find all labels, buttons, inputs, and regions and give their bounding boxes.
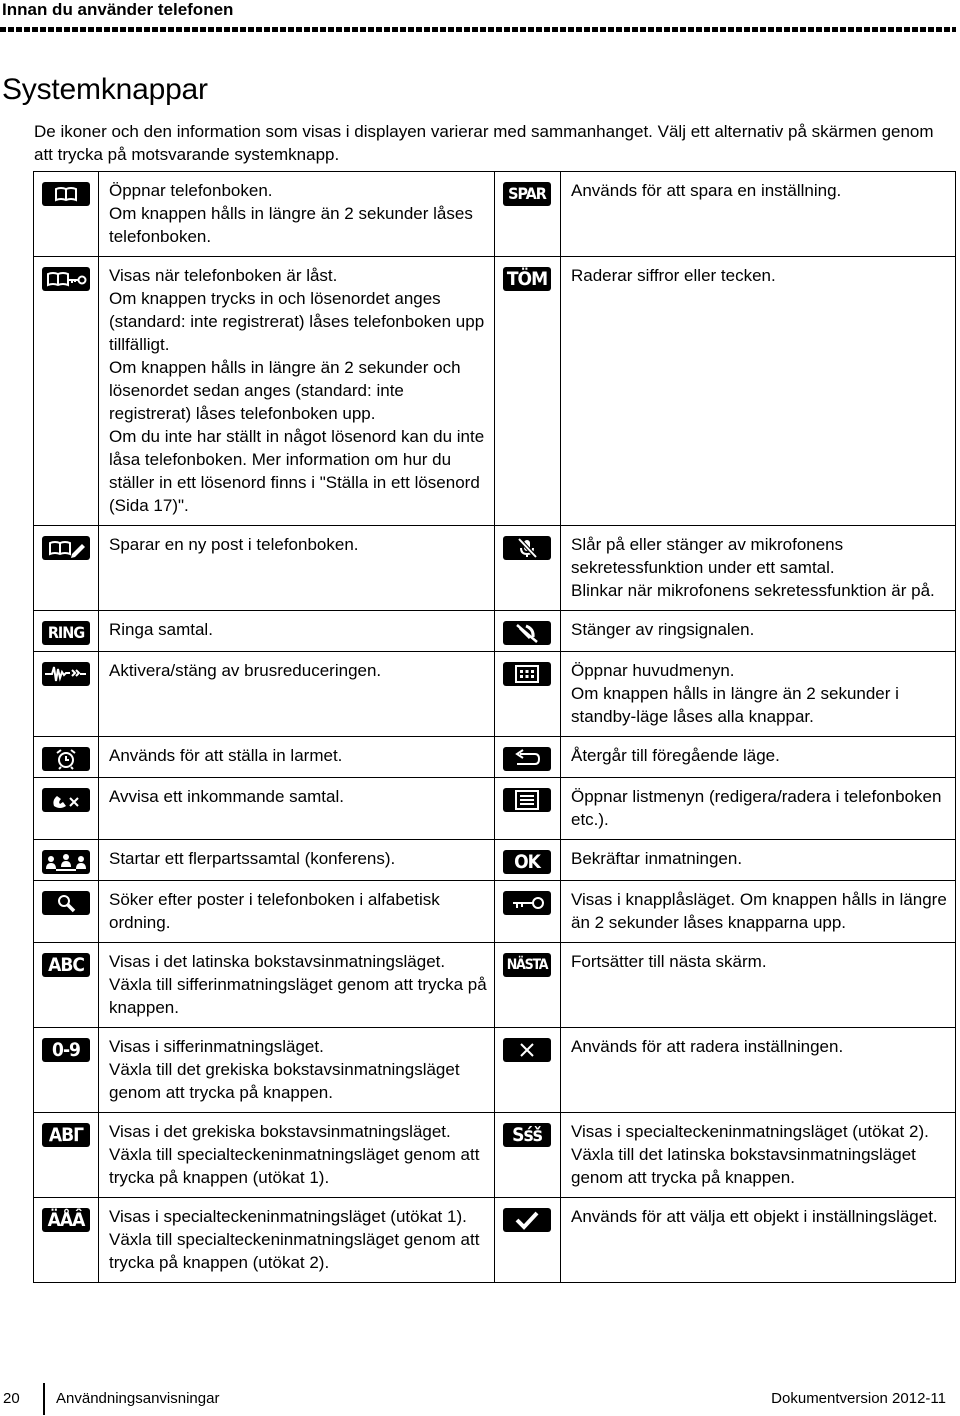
key-description: Öppnar telefonboken. Om knappen hålls in längre än 2 sekunder låses telefonboken. [99,172,495,257]
key-description: Används för att ställa in larmet. [99,737,495,778]
key-description: Sparar en ny post i telefonboken. [99,526,495,611]
key-description: Raderar siffror eller tecken. [561,257,956,526]
table-row [34,652,956,737]
phonebook-icon [42,182,90,206]
key-description: Visas i det grekiska bokstavsinmatningsläget. Växla till specialteckeninmatningsläget genom att trycka på knappen (utökat 1). [99,1113,495,1198]
back-arrow-icon [503,747,551,771]
soft-key-ring-icon: RING [42,621,90,645]
soft-key-09-icon: 0-9 [42,1038,90,1062]
key-description: Öppnar huvudmenyn. Om knappen hålls in längre än 2 sekunder i standby-läge låses alla knappar. [561,652,956,737]
table-row [34,526,956,611]
soft-key-αβγ-icon: ΑΒΓ [42,1123,90,1147]
microphone-mute-icon [503,536,551,560]
table-row [34,778,956,840]
key-description: Används för att spara en inställning. [561,172,956,257]
table-row [34,737,956,778]
soft-key-abc-icon: ABC [42,953,90,977]
table-row [34,881,956,943]
key-description: Stänger av ringsignalen. [561,611,956,652]
document-version: Dokumentversion 2012-11 [771,1390,946,1407]
cancel-x-icon [503,1038,551,1062]
key-description: Visas i specialteckeninmatningsläget (utökat 2). Växla till det latinska bokstavsinmatningsläget genom att trycka på knappen. [561,1113,956,1198]
key-description: Startar ett flerpartssamtal (konferens). [99,840,495,881]
table-row [34,172,956,257]
footer-divider [43,1383,45,1415]
key-description: Avvisa ett inkommande samtal. [99,778,495,840]
list-menu-icon [503,788,551,812]
checkmark-icon [503,1208,551,1232]
main-menu-icon [503,662,551,686]
search-icon [42,891,90,915]
system-keys-table [33,171,956,1283]
key-description: Öppnar listmenyn (redigera/radera i telefonboken etc.). [561,778,956,840]
key-description: Söker efter poster i telefonboken i alfabetisk ordning. [99,881,495,943]
alarm-clock-icon [42,747,90,771]
key-description: Aktivera/stäng av brusreduceringen. [99,652,495,737]
noise-reduction-icon [42,662,90,686]
key-description: Visas i specialteckeninmatningsläget (utökat 1). Växla till specialteckeninmatningsläget genom att trycka på knappen (utökat 2). [99,1198,495,1283]
table-row [34,257,956,526]
save-to-phonebook-icon [42,536,90,560]
key-description: Används för att radera inställningen. [561,1028,956,1113]
key-description: Slår på eller stänger av mikrofonens sekretessfunktion under ett samtal. Blinkar när mikrofonens sekretessfunktion är på. [561,526,956,611]
conference-icon [42,850,90,874]
soft-key-spar-icon: SPAR [503,182,551,206]
page-number: 20 [3,1390,20,1407]
key-description: Visas när telefonboken är låst. Om knappen trycks in och lösenordet anges (standard: inte registrerat) låses telefonboken upp tillfälligt. Om knappen hålls in längre än 2 sekunder och lösenordet sedan anges (standard: inte registrerat) låses telefonboken upp. Om du inte har ställt in något lösenord kan du inte låsa telefonboken. Mer information om hur du ställer in ett lösenord finns i "Ställa in ett lösenord (Sida 17)". [99,257,495,526]
table-row [34,1028,956,1113]
reject-call-icon [42,788,90,812]
table-row [34,840,956,881]
document-name: Användningsanvisningar [56,1390,220,1407]
key-description: Ringa samtal. [99,611,495,652]
table-row [34,1113,956,1198]
page-title: Systemknappar [2,73,208,106]
key-description: Fortsätter till nästa skärm. [561,943,956,1028]
soft-key-äå-icon: ÄÅÂ [42,1208,90,1232]
key-description: Visas i knapplåsläget. Om knappen hålls in längre än 2 sekunder låses knapparna upp. [561,881,956,943]
soft-key-nästa-icon: NÄSTA [503,953,551,977]
key-description: Återgår till föregående läge. [561,737,956,778]
intro-paragraph: De ikoner och den information som visas i displayen varierar med sammanhanget. Välj ett alternativ på skärmen genom att trycka på motsvarande systemknapp. [34,122,934,164]
ringer-off-icon [503,621,551,645]
key-lock-icon [503,891,551,915]
phonebook-locked-icon [42,267,90,291]
key-description: Används för att välja ett objekt i inställningsläget. [561,1198,956,1283]
soft-key-ok-icon: OK [503,850,551,874]
key-description: Visas i sifferinmatningsläget. Växla till det grekiska bokstavsinmatningsläget genom att trycka på knappen. [99,1028,495,1113]
key-description: Visas i det latinska bokstavsinmatningsläget. Växla till sifferinmatningsläget genom att trycka på knappen. [99,943,495,1028]
soft-key-sśš-icon: Sśš [503,1123,551,1147]
header-rule [0,27,956,32]
table-row [34,611,956,652]
section-header: Innan du använder telefonen [2,0,234,19]
table-row [34,943,956,1028]
key-description: Bekräftar inmatningen. [561,840,956,881]
table-row [34,1198,956,1283]
soft-key-töm-icon: TÖM [503,267,551,291]
